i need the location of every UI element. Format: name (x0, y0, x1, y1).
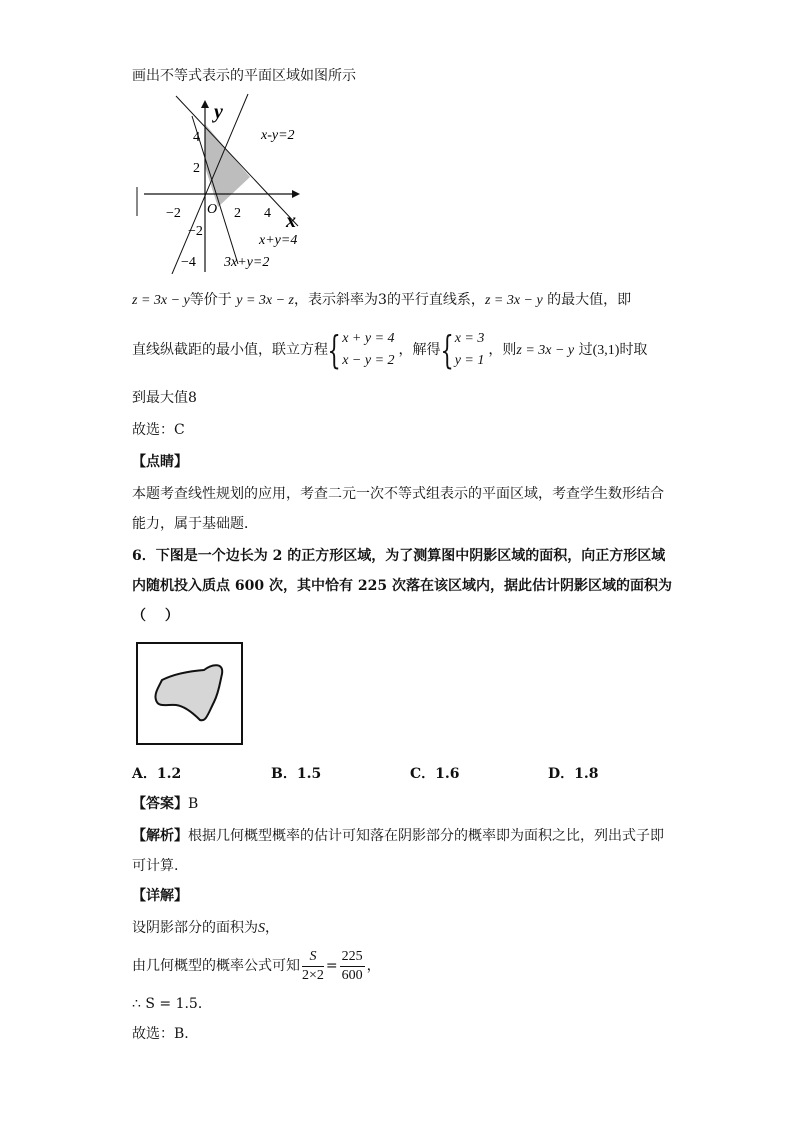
fraction-area-ratio: $\frac{S}{2\times 2}$ (302, 948, 324, 983)
dianjing-heading: 【点睛】 (132, 454, 188, 470)
choose-c-text: 故选：C (132, 422, 185, 438)
system-solution: x = 3 y = 1 (454, 331, 485, 368)
tick-y-neg2: −2 (188, 224, 203, 239)
option-b: B．1.5 (271, 766, 322, 782)
option-a: A．1.2 (132, 766, 182, 782)
line-label-x-plus-y: x+y=4 (259, 233, 298, 248)
x-axis-label: x (286, 210, 296, 232)
solution-line-3: ∴ S = 1.5． (132, 996, 212, 1012)
y-axis-arrow (201, 100, 209, 108)
system-equations: x + y = 4 x − y = 2 (342, 331, 395, 368)
question-6-line-3: （ ） (132, 608, 179, 624)
answer-line (132, 794, 198, 814)
question-6-line-2: 内随机投入质点 600 次，其中恰有 225 次落在该区域内，据此估计阴影区域的面积为 (132, 578, 672, 594)
solution-line-1: 设阴影部分的面积为S， (132, 920, 279, 936)
answer-label: 【答案】 (132, 796, 188, 812)
xiangjie-heading: 【详解】 (132, 888, 188, 904)
dianjing-text-2: 能力，属于基础题． (132, 516, 258, 532)
objective-line: z = 3x − y等价于 y = 3x − z，表示斜率为3的平行直线系，z = 3x − y 的最大值，即 (132, 292, 632, 308)
option-c: C．1.6 (410, 766, 460, 782)
y-axis-label: y (214, 101, 223, 123)
origin-label: O (207, 202, 218, 217)
feasible-region-graph (130, 92, 310, 274)
jiexi-label: 【解析】 (132, 828, 188, 844)
max-value-text: 到最大值8 (132, 390, 197, 406)
solution-line-2: 由几何概型的概率公式可知 $\frac{S}{2\times 2}$ = $\frac{225}{600}$ ， (132, 948, 381, 983)
tick-x-2: 2 (234, 206, 241, 221)
jiexi-line-2: 可计算. (132, 858, 179, 874)
tick-x-neg2: −2 (166, 206, 181, 221)
solve-system-line: 直线纵截距的最小值，联立方程{x + y = 4 x − y = 2，解得{x = 3 y = 1，则z = 3x − y 过(3,1)时取 (132, 328, 648, 372)
final-choose: 故选：B. (132, 1026, 189, 1042)
tick-x-4: 4 (264, 206, 271, 221)
answer-value: B (188, 796, 199, 812)
tick-y-2: 2 (193, 161, 200, 176)
line-label-3x-plus-y: 3x+y=2 (224, 255, 270, 270)
x-axis-arrow (292, 190, 300, 198)
question-6-line-1: 6．下图是一个边长为 2 的正方形区域，为了测算图中阴影区域的面积，向正方形区域 (132, 548, 666, 564)
fraction-hit-ratio: $\frac{225}{600}$ (341, 948, 363, 983)
option-d: D．1.8 (548, 766, 599, 782)
dianjing-text-1: 本题考查线性规划的应用，考查二元一次不等式组表示的平面区域，考查学生数形结合 (132, 486, 664, 502)
line-label-x-minus-y: x-y=2 (261, 128, 295, 143)
tick-y-4: 4 (193, 130, 200, 145)
tick-y-neg4: −4 (181, 255, 196, 270)
intro-text: 画出不等式表示的平面区域如图所示 (132, 68, 356, 84)
jiexi-line-1: 【解析】根据几何概型概率的估计可知落在阴影部分的概率即为面积之比，列出式子即 (132, 828, 664, 844)
square-region-figure (136, 642, 244, 746)
